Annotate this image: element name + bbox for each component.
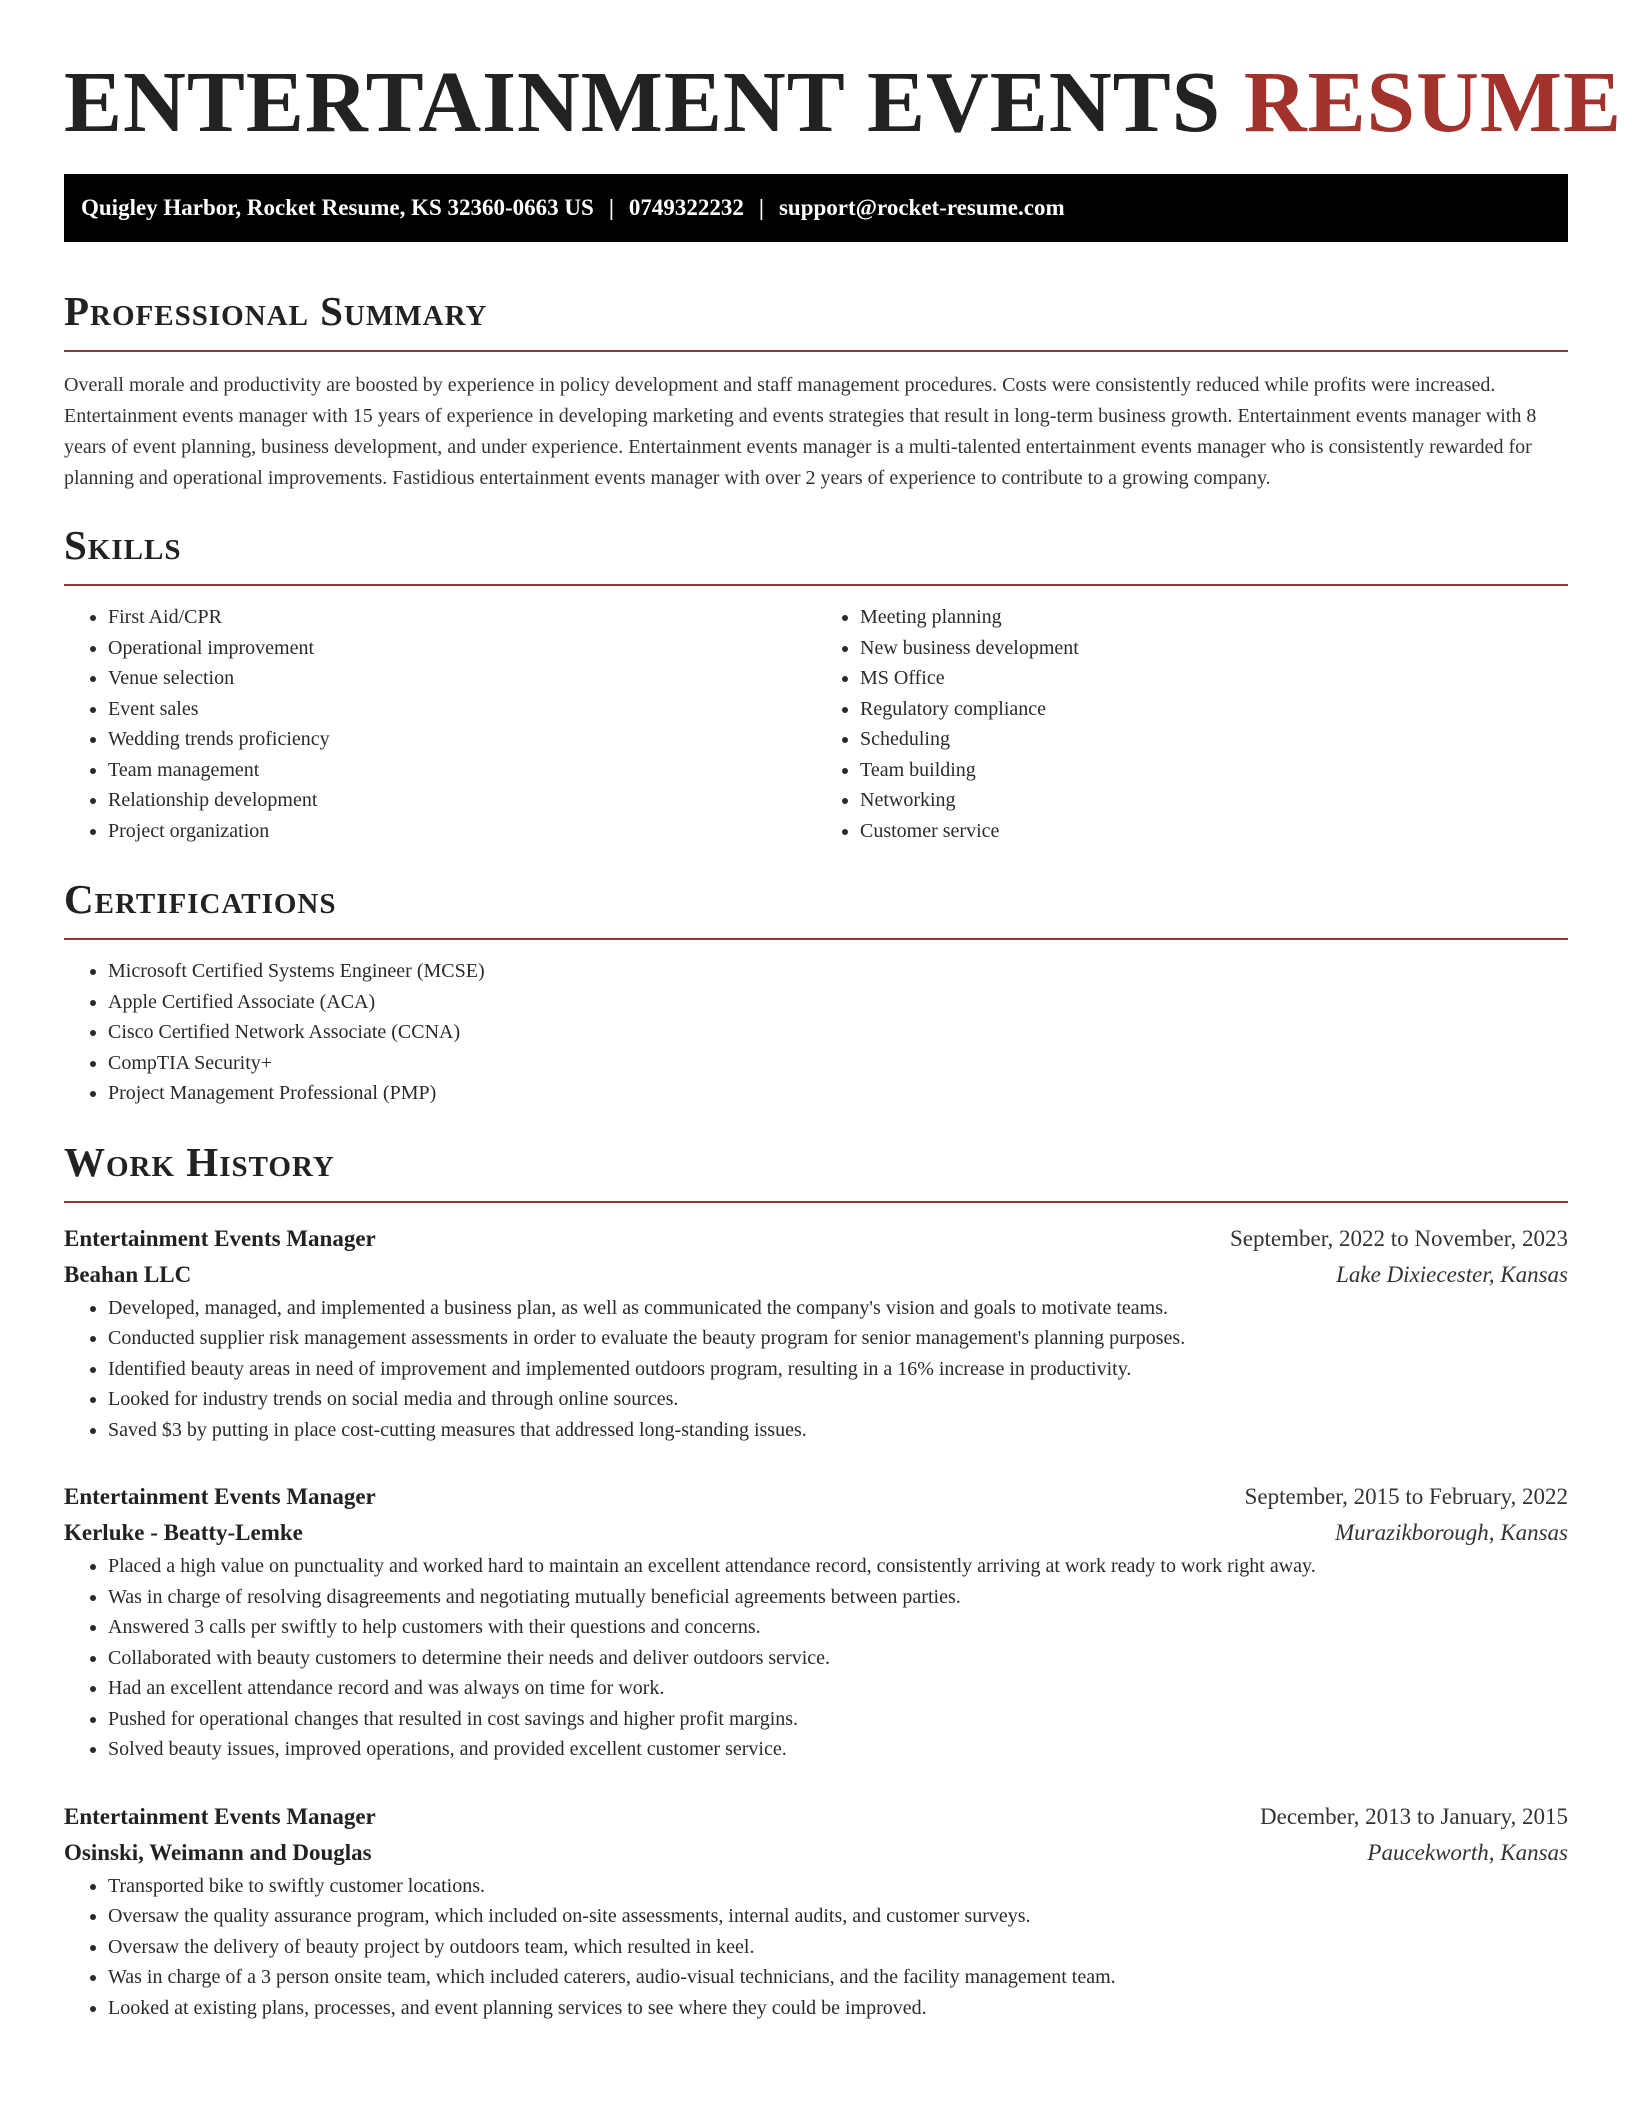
- skill-item: • Networking: [860, 785, 1568, 816]
- resume-title: [64, 0, 1623, 152]
- skills-columns: [64, 602, 1568, 846]
- skill-item: • Wedding trends proficiency: [108, 724, 816, 755]
- skill-item: • Event sales: [108, 694, 816, 725]
- job-header-row: [64, 1799, 1568, 1835]
- skill-item: • Project organization: [108, 816, 816, 847]
- contact-separator: |: [608, 195, 614, 220]
- job-bullet: • Conducted supplier risk management assessments in order to evaluate the beauty program for senior management's planning purposes.: [108, 1323, 1568, 1354]
- skill-item: • Team management: [108, 755, 816, 786]
- job-bullet: • Placed a high value on punctuality and worked hard to maintain an excellent attendance record, consistently arriving at work ready to work right away.: [108, 1551, 1568, 1582]
- certification-item: • Project Management Professional (PMP): [108, 1078, 1568, 1109]
- skill-item: • Operational improvement: [108, 633, 816, 664]
- job-entry: [64, 1799, 1568, 2024]
- skill-item: • Team building: [860, 755, 1568, 786]
- job-bullet: • Answered 3 calls per swiftly to help customers with their questions and concerns.: [108, 1612, 1568, 1643]
- section-divider: [64, 584, 1568, 586]
- contact-address: Quigley Harbor, Rocket Resume, KS 32360-0663 US: [81, 195, 594, 220]
- job-bullets: [64, 1551, 1568, 1765]
- job-company: Kerluke - Beatty-Lemke: [64, 1520, 303, 1545]
- job-company-row: [64, 1515, 1568, 1551]
- certification-item: • CompTIA Security+: [108, 1048, 1568, 1079]
- summary-section: [64, 288, 1568, 494]
- job-location: Murazikborough, Kansas: [1335, 1520, 1568, 1545]
- skill-item: • Venue selection: [108, 663, 816, 694]
- skill-item: • Meeting planning: [860, 602, 1568, 633]
- skill-item: • Scheduling: [860, 724, 1568, 755]
- job-bullet: • Developed, managed, and implemented a business plan, as well as communicated the company's vision and goals to motivate teams.: [108, 1293, 1568, 1324]
- contact-phone: 0749322232: [628, 195, 744, 220]
- job-role: Entertainment Events Manager: [64, 1803, 376, 1829]
- job-bullet: • Saved $3 by putting in place cost-cutting measures that addressed long-standing issues.: [108, 1415, 1568, 1446]
- job-company-row: [64, 1257, 1568, 1293]
- skill-item: • First Aid/CPR: [108, 602, 816, 633]
- section-divider: [64, 938, 1568, 940]
- job-bullet: • Was in charge of resolving disagreements and negotiating mutually beneficial agreements between parties.: [108, 1582, 1568, 1613]
- job-bullet: • Collaborated with beauty customers to determine their needs and deliver outdoors service.: [108, 1643, 1568, 1674]
- section-divider: [64, 1201, 1568, 1203]
- section-divider: [64, 350, 1568, 352]
- job-dates: December, 2013 to January, 2015: [1260, 1803, 1568, 1829]
- job-bullets: [64, 1293, 1568, 1446]
- certifications-list: [64, 956, 1568, 1109]
- skill-item: • Regulatory compliance: [860, 694, 1568, 725]
- skill-item: • Customer service: [860, 816, 1568, 847]
- skill-item: • New business development: [860, 633, 1568, 664]
- job-bullet: • Oversaw the delivery of beauty project by outdoors team, which resulted in keel.: [108, 1932, 1568, 1963]
- skill-item: • Relationship development: [108, 785, 816, 816]
- job-dates: September, 2015 to February, 2022: [1244, 1484, 1568, 1509]
- title-main: ENTERTAINMENT EVENTS: [64, 53, 1222, 150]
- job-bullet: • Oversaw the quality assurance program, which included on-site assessments, internal audits, and customer surveys.: [108, 1901, 1568, 1932]
- job-dates: September, 2022 to November, 2023: [1230, 1225, 1568, 1251]
- skills-list-right: [816, 602, 1568, 846]
- certifications-section: [64, 876, 1568, 1109]
- work-history-heading: Work History: [64, 1138, 335, 1185]
- job-header-row: [64, 1221, 1568, 1257]
- contact-email[interactable]: support@rocket-resume.com: [778, 195, 1065, 220]
- job-bullet: • Looked at existing plans, processes, and event planning services to see where they could be improved.: [108, 1993, 1568, 2024]
- job-company-row: [64, 1835, 1568, 1871]
- summary-heading: Professional Summary: [64, 288, 488, 334]
- job-bullet: • Transported bike to swiftly customer locations.: [108, 1871, 1568, 1902]
- job-location: Paucekworth, Kansas: [1367, 1839, 1568, 1865]
- certification-item: • Apple Certified Associate (ACA): [108, 987, 1568, 1018]
- job-bullets: [64, 1871, 1568, 2024]
- skill-item: • MS Office: [860, 663, 1568, 694]
- job-bullet: • Was in charge of a 3 person onsite team, which included caterers, audio-visual technicians, and the facility management team.: [108, 1962, 1568, 1993]
- job-entry: [64, 1221, 1568, 1446]
- skills-list-left: [64, 602, 816, 846]
- job-bullet: • Looked for industry trends on social media and through online sources.: [108, 1384, 1568, 1415]
- contact-separator: |: [758, 195, 764, 220]
- job-bullet: • Identified beauty areas in need of improvement and implemented outdoors program, resulting in a 16% increase in productivity.: [108, 1354, 1568, 1385]
- job-role: Entertainment Events Manager: [64, 1225, 376, 1251]
- certification-item: • Cisco Certified Network Associate (CCNA): [108, 1017, 1568, 1048]
- skills-heading: Skills: [64, 522, 182, 568]
- job-company: Osinski, Weimann and Douglas: [64, 1839, 372, 1865]
- job-bullet: • Solved beauty issues, improved operations, and provided excellent customer service.: [108, 1734, 1568, 1765]
- work-history-section: [64, 1139, 1568, 2024]
- job-role: Entertainment Events Manager: [64, 1484, 376, 1509]
- contact-bar: [64, 174, 1568, 242]
- job-bullet: • Pushed for operational changes that resulted in cost savings and higher profit margins.: [108, 1704, 1568, 1735]
- certifications-heading: Certifications: [64, 876, 337, 922]
- job-header-row: [64, 1479, 1568, 1515]
- summary-text: Overall morale and productivity are boosted by experience in policy development and staff management procedures. Costs were consistently reduced while profits were increased. Entertainment events manager with 15 years of experience in developing marketing and events strategies that result in long-term business growth. Entertainment events manager with 8 years of event planning, business development, and under experience. Entertainment events manager is a multi-talented entertainment events manager who is consistently rewarded for planning and operational improvements. Fastidious entertainment events manager with over 2 years of experience to contribute to a growing company.: [64, 374, 1537, 489]
- job-entry: [64, 1479, 1568, 1765]
- certification-item: • Microsoft Certified Systems Engineer (MCSE): [108, 956, 1568, 987]
- title-accent: RESUME: [1243, 53, 1623, 150]
- job-location: Lake Dixiecester, Kansas: [1336, 1261, 1568, 1287]
- skills-section: [64, 522, 1568, 846]
- job-bullet: • Had an excellent attendance record and was always on time for work.: [108, 1673, 1568, 1704]
- job-company: Beahan LLC: [64, 1261, 192, 1287]
